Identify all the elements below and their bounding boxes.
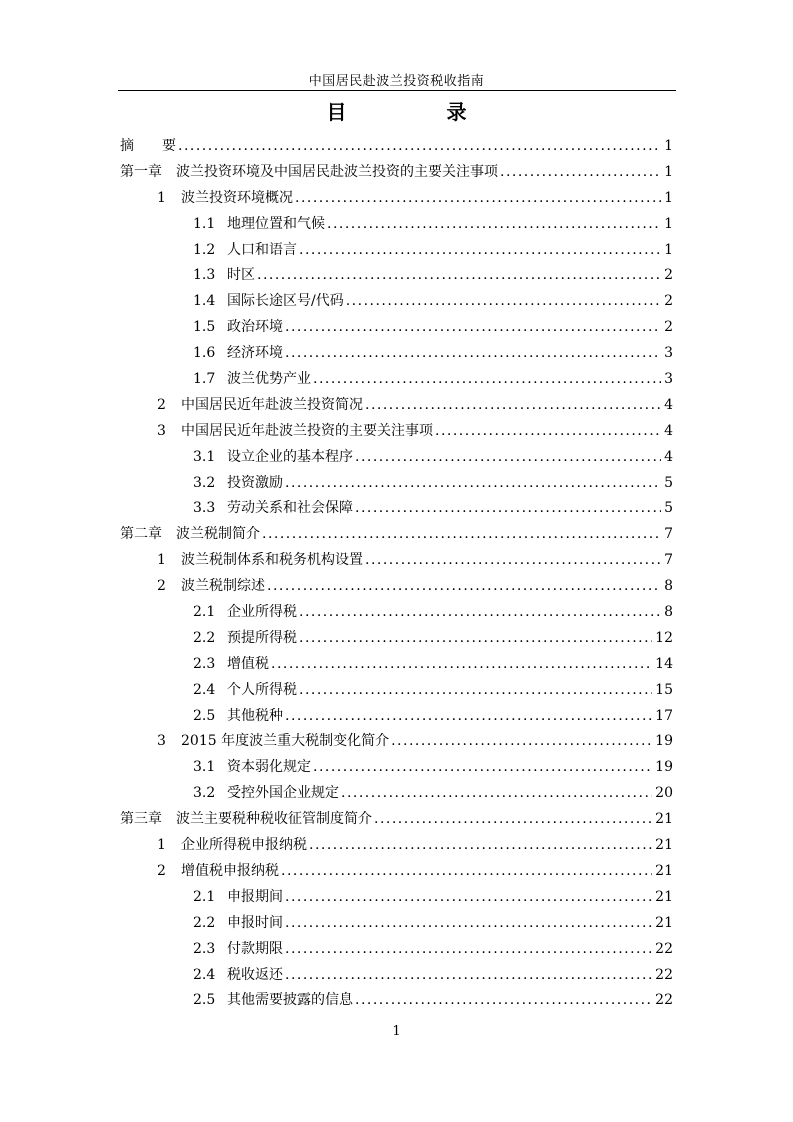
toc-entry-label	[193, 652, 271, 678]
toc-entry[interactable]	[120, 160, 673, 186]
toc-entry[interactable]	[120, 988, 673, 1014]
toc-entry-number: 1.1	[193, 215, 216, 232]
toc-entry[interactable]	[120, 496, 673, 522]
toc-entry-label	[193, 315, 285, 341]
toc-entry-title: 人口和语言	[227, 241, 297, 258]
dot-leader	[327, 212, 661, 238]
toc-entry-number: 第一章	[120, 163, 162, 180]
toc-entry[interactable]	[120, 212, 673, 238]
dot-leader	[285, 315, 661, 341]
toc-entry-page: 3	[664, 371, 673, 388]
toc-entry-label	[193, 963, 285, 989]
dot-leader	[355, 496, 661, 522]
dot-leader	[346, 289, 661, 315]
dot-leader	[267, 574, 661, 600]
toc-entry-title: 波兰主要税种税收征管制度简介	[176, 811, 372, 828]
toc-entry-number: 2.4	[193, 681, 216, 698]
toc-entry-label	[193, 911, 285, 937]
toc-entry-label	[120, 134, 178, 160]
toc-entry-number: 2.2	[193, 914, 216, 931]
toc-entry-number: 2.5	[193, 707, 216, 724]
toc-entry-page: 1	[664, 138, 673, 154]
toc-entry-number: 2.3	[193, 655, 216, 672]
toc-entry-label	[157, 186, 295, 212]
toc-entry-title: 波兰投资环境概况	[181, 189, 293, 206]
toc-entry-page: 19	[655, 733, 673, 750]
toc-entry-title: 资本弱化规定	[227, 759, 311, 776]
toc-entry-page: 7	[664, 526, 673, 543]
toc-entry-label	[120, 160, 500, 186]
toc-entry[interactable]	[120, 471, 673, 497]
toc-entry-number: 2.1	[193, 888, 216, 905]
toc-entry-page: 12	[655, 629, 673, 646]
dot-leader	[285, 341, 661, 367]
toc-entry-number: 3	[157, 422, 166, 439]
toc-entry-page: 20	[655, 785, 673, 802]
toc-entry-page: 2	[664, 293, 673, 310]
toc-entry-label	[193, 367, 313, 393]
toc-entry[interactable]	[120, 186, 673, 212]
dot-leader	[391, 729, 652, 755]
toc-entry-number: 第三章	[120, 811, 162, 828]
toc-entry-label	[157, 548, 365, 574]
dot-leader	[309, 833, 652, 859]
toc-entry[interactable]	[120, 341, 673, 367]
dot-leader	[435, 419, 661, 445]
toc-entry-title: 投资激励	[227, 474, 283, 491]
toc-entry[interactable]	[120, 729, 673, 755]
toc-entry[interactable]	[120, 289, 673, 315]
toc-entry[interactable]	[120, 626, 673, 652]
toc-entry-page: 1	[664, 215, 673, 232]
toc-entry-title: 增值税	[227, 655, 269, 672]
toc-entry-page: 1	[664, 163, 673, 180]
toc-entry-number: 3.1	[193, 759, 216, 776]
toc-entry-page: 4	[664, 396, 673, 413]
toc-entry-page: 2	[664, 267, 673, 284]
toc-entry-number: 2	[157, 578, 166, 595]
toc-entry-number: 2.4	[193, 966, 216, 983]
toc-entry-number: 2.3	[193, 940, 216, 957]
toc-entry-page: 22	[655, 966, 673, 983]
toc-entry-title: 波兰税制综述	[181, 578, 265, 595]
toc-entry-page: 22	[655, 940, 673, 957]
toc-entry[interactable]	[120, 678, 673, 704]
toc-entry-label	[193, 781, 341, 807]
toc-entry-number: 3.2	[193, 474, 216, 491]
toc-entry-label	[193, 471, 285, 497]
toc-entry-page: 8	[664, 578, 673, 595]
toc-entry[interactable]	[120, 367, 673, 393]
toc-entry-title: 波兰投资环境及中国居民赴波兰投资的主要关注事项	[176, 163, 498, 180]
toc-entry-number: 1	[157, 837, 166, 854]
toc-entry-title: 增值税申报纳税	[181, 862, 279, 879]
toc-entry-title: 申报期间	[227, 888, 283, 905]
toc-entry-title: 企业所得税申报纳税	[181, 837, 307, 854]
toc-entry-title: 中国居民近年赴波兰投资简况	[181, 396, 363, 413]
toc-entry[interactable]	[120, 859, 673, 885]
dot-leader	[299, 238, 661, 264]
dot-leader	[355, 445, 661, 471]
toc-entry-page: 4	[664, 422, 673, 439]
dot-leader	[257, 263, 661, 289]
toc-entry-label	[157, 419, 435, 445]
toc-entry-number: 2.5	[193, 992, 216, 1009]
toc-entry[interactable]	[120, 548, 673, 574]
toc-entry-title: 地理位置和气候	[227, 215, 325, 232]
toc-entry-page: 15	[655, 681, 673, 698]
toc-entry[interactable]	[120, 652, 673, 678]
toc-entry-page: 7	[664, 552, 673, 569]
dot-leader	[295, 186, 661, 212]
toc-entry-label	[193, 755, 313, 781]
toc-entry[interactable]	[120, 522, 673, 548]
dot-leader	[299, 600, 661, 626]
toc-entry-title: 其他需要披露的信息	[227, 992, 353, 1009]
toc-entry-label	[157, 729, 391, 755]
dot-leader	[299, 626, 652, 652]
toc-entry[interactable]	[120, 419, 673, 445]
dot-leader	[285, 704, 652, 730]
dot-leader	[374, 807, 652, 833]
toc-entry[interactable]	[120, 445, 673, 471]
toc-entry-title: 预提所得税	[227, 629, 297, 646]
dot-leader	[355, 988, 652, 1014]
toc-entry[interactable]	[120, 911, 673, 937]
toc-entry-title: 设立企业的基本程序	[227, 448, 353, 465]
toc-entry-page: 1	[664, 241, 673, 258]
dot-leader	[285, 885, 652, 911]
toc-entry-label	[157, 393, 365, 419]
toc-entry-number: 1.7	[193, 371, 216, 388]
toc-entry-label	[157, 833, 309, 859]
dot-leader	[285, 471, 661, 497]
toc-entry[interactable]	[120, 781, 673, 807]
toc-entry[interactable]	[120, 704, 673, 730]
toc-entry-title: 企业所得税	[227, 604, 297, 621]
toc-entry-label	[193, 445, 355, 471]
toc-entry-title: 政治环境	[227, 319, 283, 336]
toc-entry-label	[193, 885, 285, 911]
toc-entry-title: 税收返还	[227, 966, 283, 983]
toc-entry-page: 21	[655, 862, 673, 879]
toc-entry-number: 2.2	[193, 629, 216, 646]
dot-leader	[262, 522, 661, 548]
toc-entry-number: 1	[157, 189, 166, 206]
toc-entry[interactable]	[120, 963, 673, 989]
toc-entry[interactable]	[120, 937, 673, 963]
toc-entry-label	[157, 574, 267, 600]
toc-entry-number: 摘 要	[120, 138, 176, 154]
dot-leader	[178, 134, 661, 160]
toc-entry-label	[193, 496, 355, 522]
toc-entry-label	[193, 263, 257, 289]
toc-entry-title: 中国居民近年赴波兰投资的主要关注事项	[181, 422, 433, 439]
running-header: 中国居民赴波兰投资税收指南	[308, 74, 485, 89]
toc-entry-title: 2015 年度波兰重大税制变化简介	[181, 733, 390, 750]
toc-entry-title: 经济环境	[227, 345, 283, 362]
toc-entry-number: 1.3	[193, 267, 216, 284]
dot-leader	[341, 781, 652, 807]
toc-entry-page: 19	[655, 759, 673, 776]
toc-entry-page: 5	[664, 474, 673, 491]
toc-entry-number: 3.1	[193, 448, 216, 465]
toc-entry-number: 1	[157, 552, 166, 569]
dot-leader	[285, 937, 652, 963]
toc-entry-label	[193, 212, 327, 238]
toc-entry-number: 2	[157, 396, 166, 413]
toc-entry[interactable]	[120, 134, 673, 160]
toc-entry-page: 4	[664, 448, 673, 465]
toc-entry-page: 5	[664, 500, 673, 517]
toc-entry-page: 3	[664, 345, 673, 362]
toc-entry-label	[193, 626, 299, 652]
dot-leader	[365, 548, 661, 574]
toc-entry-label	[193, 678, 299, 704]
toc-entry-label	[193, 937, 285, 963]
toc-entry[interactable]	[120, 315, 673, 341]
toc-entry-page: 2	[664, 319, 673, 336]
toc-entry-page: 21	[655, 888, 673, 905]
toc-entry[interactable]	[120, 755, 673, 781]
toc-entry-page: 1	[664, 189, 673, 206]
dot-leader	[285, 963, 652, 989]
toc-entry-label	[193, 341, 285, 367]
toc-entry-number: 1.4	[193, 293, 216, 310]
toc-entry-number: 第二章	[120, 526, 162, 543]
toc-entry-number: 1.6	[193, 345, 216, 362]
toc-entry[interactable]	[120, 807, 673, 833]
header-rule	[118, 90, 676, 91]
toc-entry-title: 波兰税制简介	[176, 526, 260, 543]
toc-entry[interactable]	[120, 263, 673, 289]
toc-entry-label	[193, 238, 299, 264]
toc-entry-title: 受控外国企业规定	[227, 785, 339, 802]
toc-entry-page: 8	[664, 604, 673, 621]
toc-entry-label	[193, 289, 346, 315]
toc-entry-title: 其他税种	[227, 707, 283, 724]
toc-entry-title: 个人所得税	[227, 681, 297, 698]
dot-leader	[500, 160, 661, 186]
toc-entry[interactable]	[120, 600, 673, 626]
toc-entry-number: 3	[157, 733, 166, 750]
toc-entry-number: 2.1	[193, 604, 216, 621]
dot-leader	[281, 859, 652, 885]
toc-entry-label	[193, 600, 299, 626]
toc-entry-title: 国际长途区号/代码	[227, 293, 344, 310]
toc-entry-number: 3.3	[193, 500, 216, 517]
toc-entry[interactable]	[120, 833, 673, 859]
toc-entry[interactable]	[120, 885, 673, 911]
page-number: 1	[392, 1024, 401, 1039]
dot-leader	[285, 911, 652, 937]
table-of-contents	[120, 134, 673, 1014]
dot-leader	[365, 393, 661, 419]
toc-entry-title: 付款期限	[227, 940, 283, 957]
dot-leader	[313, 755, 652, 781]
toc-entry-title: 申报时间	[227, 914, 283, 931]
toc-entry-label	[120, 522, 262, 548]
toc-entry[interactable]	[120, 393, 673, 419]
toc-entry-page: 21	[655, 914, 673, 931]
toc-entry[interactable]	[120, 238, 673, 264]
toc-entry-page: 17	[655, 707, 673, 724]
toc-entry-page: 21	[655, 811, 673, 828]
toc-entry-title: 劳动关系和社会保障	[227, 500, 353, 517]
dot-leader	[313, 367, 661, 393]
dot-leader	[299, 678, 652, 704]
toc-entry[interactable]	[120, 574, 673, 600]
toc-entry-title: 时区	[227, 267, 255, 284]
toc-entry-title: 波兰优势产业	[227, 371, 311, 388]
toc-entry-page: 14	[655, 655, 673, 672]
toc-entry-number: 1.2	[193, 241, 216, 258]
page-title: 目 录	[326, 100, 507, 124]
toc-entry-label	[193, 704, 285, 730]
toc-entry-number: 2	[157, 862, 166, 879]
toc-entry-number: 1.5	[193, 319, 216, 336]
toc-entry-label	[157, 859, 281, 885]
toc-entry-number: 3.2	[193, 785, 216, 802]
toc-entry-page: 22	[655, 992, 673, 1009]
toc-entry-page: 21	[655, 837, 673, 854]
toc-entry-label	[193, 988, 355, 1014]
toc-entry-title: 波兰税制体系和税务机构设置	[181, 552, 363, 569]
dot-leader	[271, 652, 652, 678]
toc-entry-label	[120, 807, 374, 833]
